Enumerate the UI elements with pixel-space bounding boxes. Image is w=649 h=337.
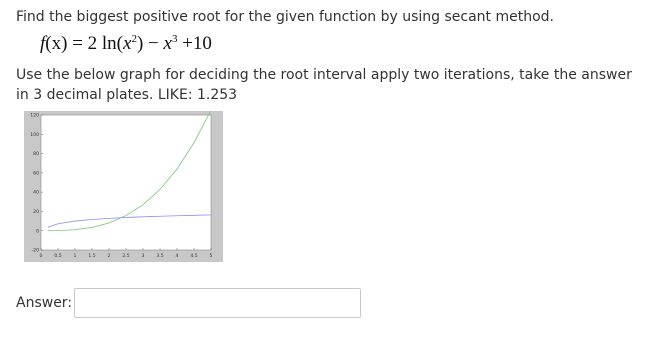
x-tick-label: 4.5 <box>190 254 198 259</box>
function-formula <box>40 33 212 55</box>
root-interval-graph <box>24 111 223 262</box>
instructions-text: Use the below graph for deciding the root interval apply two iterations, take the answer in 3 decimal plates. LIKE: 1.253 <box>16 67 632 103</box>
formula-part-2: ) − <box>136 33 164 54</box>
graph-svg <box>24 111 223 262</box>
x-tick-label: 5 <box>209 254 213 259</box>
y-tick-label: 20 <box>33 210 39 216</box>
x-tick-label: 3 <box>141 254 145 259</box>
question-prompt: Find the biggest positive root for the given function by using secant method. <box>16 9 555 25</box>
y-tick-label: 0 <box>36 229 39 235</box>
formula-x-squared-base: x <box>123 33 132 54</box>
answer-label: Answer: <box>16 295 73 311</box>
formula-arg: (x) <box>45 33 68 54</box>
x-tick-label: 2 <box>107 254 111 259</box>
answer-input[interactable] <box>74 288 361 318</box>
formula-part-1: = 2 ln( <box>67 33 124 54</box>
y-tick-label: 80 <box>33 152 39 158</box>
y-tick-label: 100 <box>30 132 39 138</box>
formula-x-cubed-exp: 3 <box>171 33 178 45</box>
formula-fn-name: f <box>40 33 46 54</box>
y-tick-label: -20 <box>31 248 39 254</box>
x-tick-label: 0.5 <box>54 254 62 259</box>
x-tick-label: 1.5 <box>88 254 96 259</box>
x-tick-label: 2.5 <box>122 254 130 259</box>
x-tick-label: 4 <box>175 254 179 259</box>
y-tick-label: 40 <box>33 190 39 196</box>
x-tick-label: 1 <box>73 254 77 259</box>
y-tick-label: 60 <box>33 171 39 177</box>
plot-area <box>41 115 211 250</box>
x-tick-label: 0 <box>39 254 43 259</box>
formula-x-cubed-base: x <box>163 33 172 54</box>
x-tick-label: 3.5 <box>156 254 164 259</box>
y-tick-label: 120 <box>30 113 39 119</box>
formula-x-squared-exp: 2 <box>131 33 137 45</box>
formula-part-3: +10 <box>177 33 212 54</box>
